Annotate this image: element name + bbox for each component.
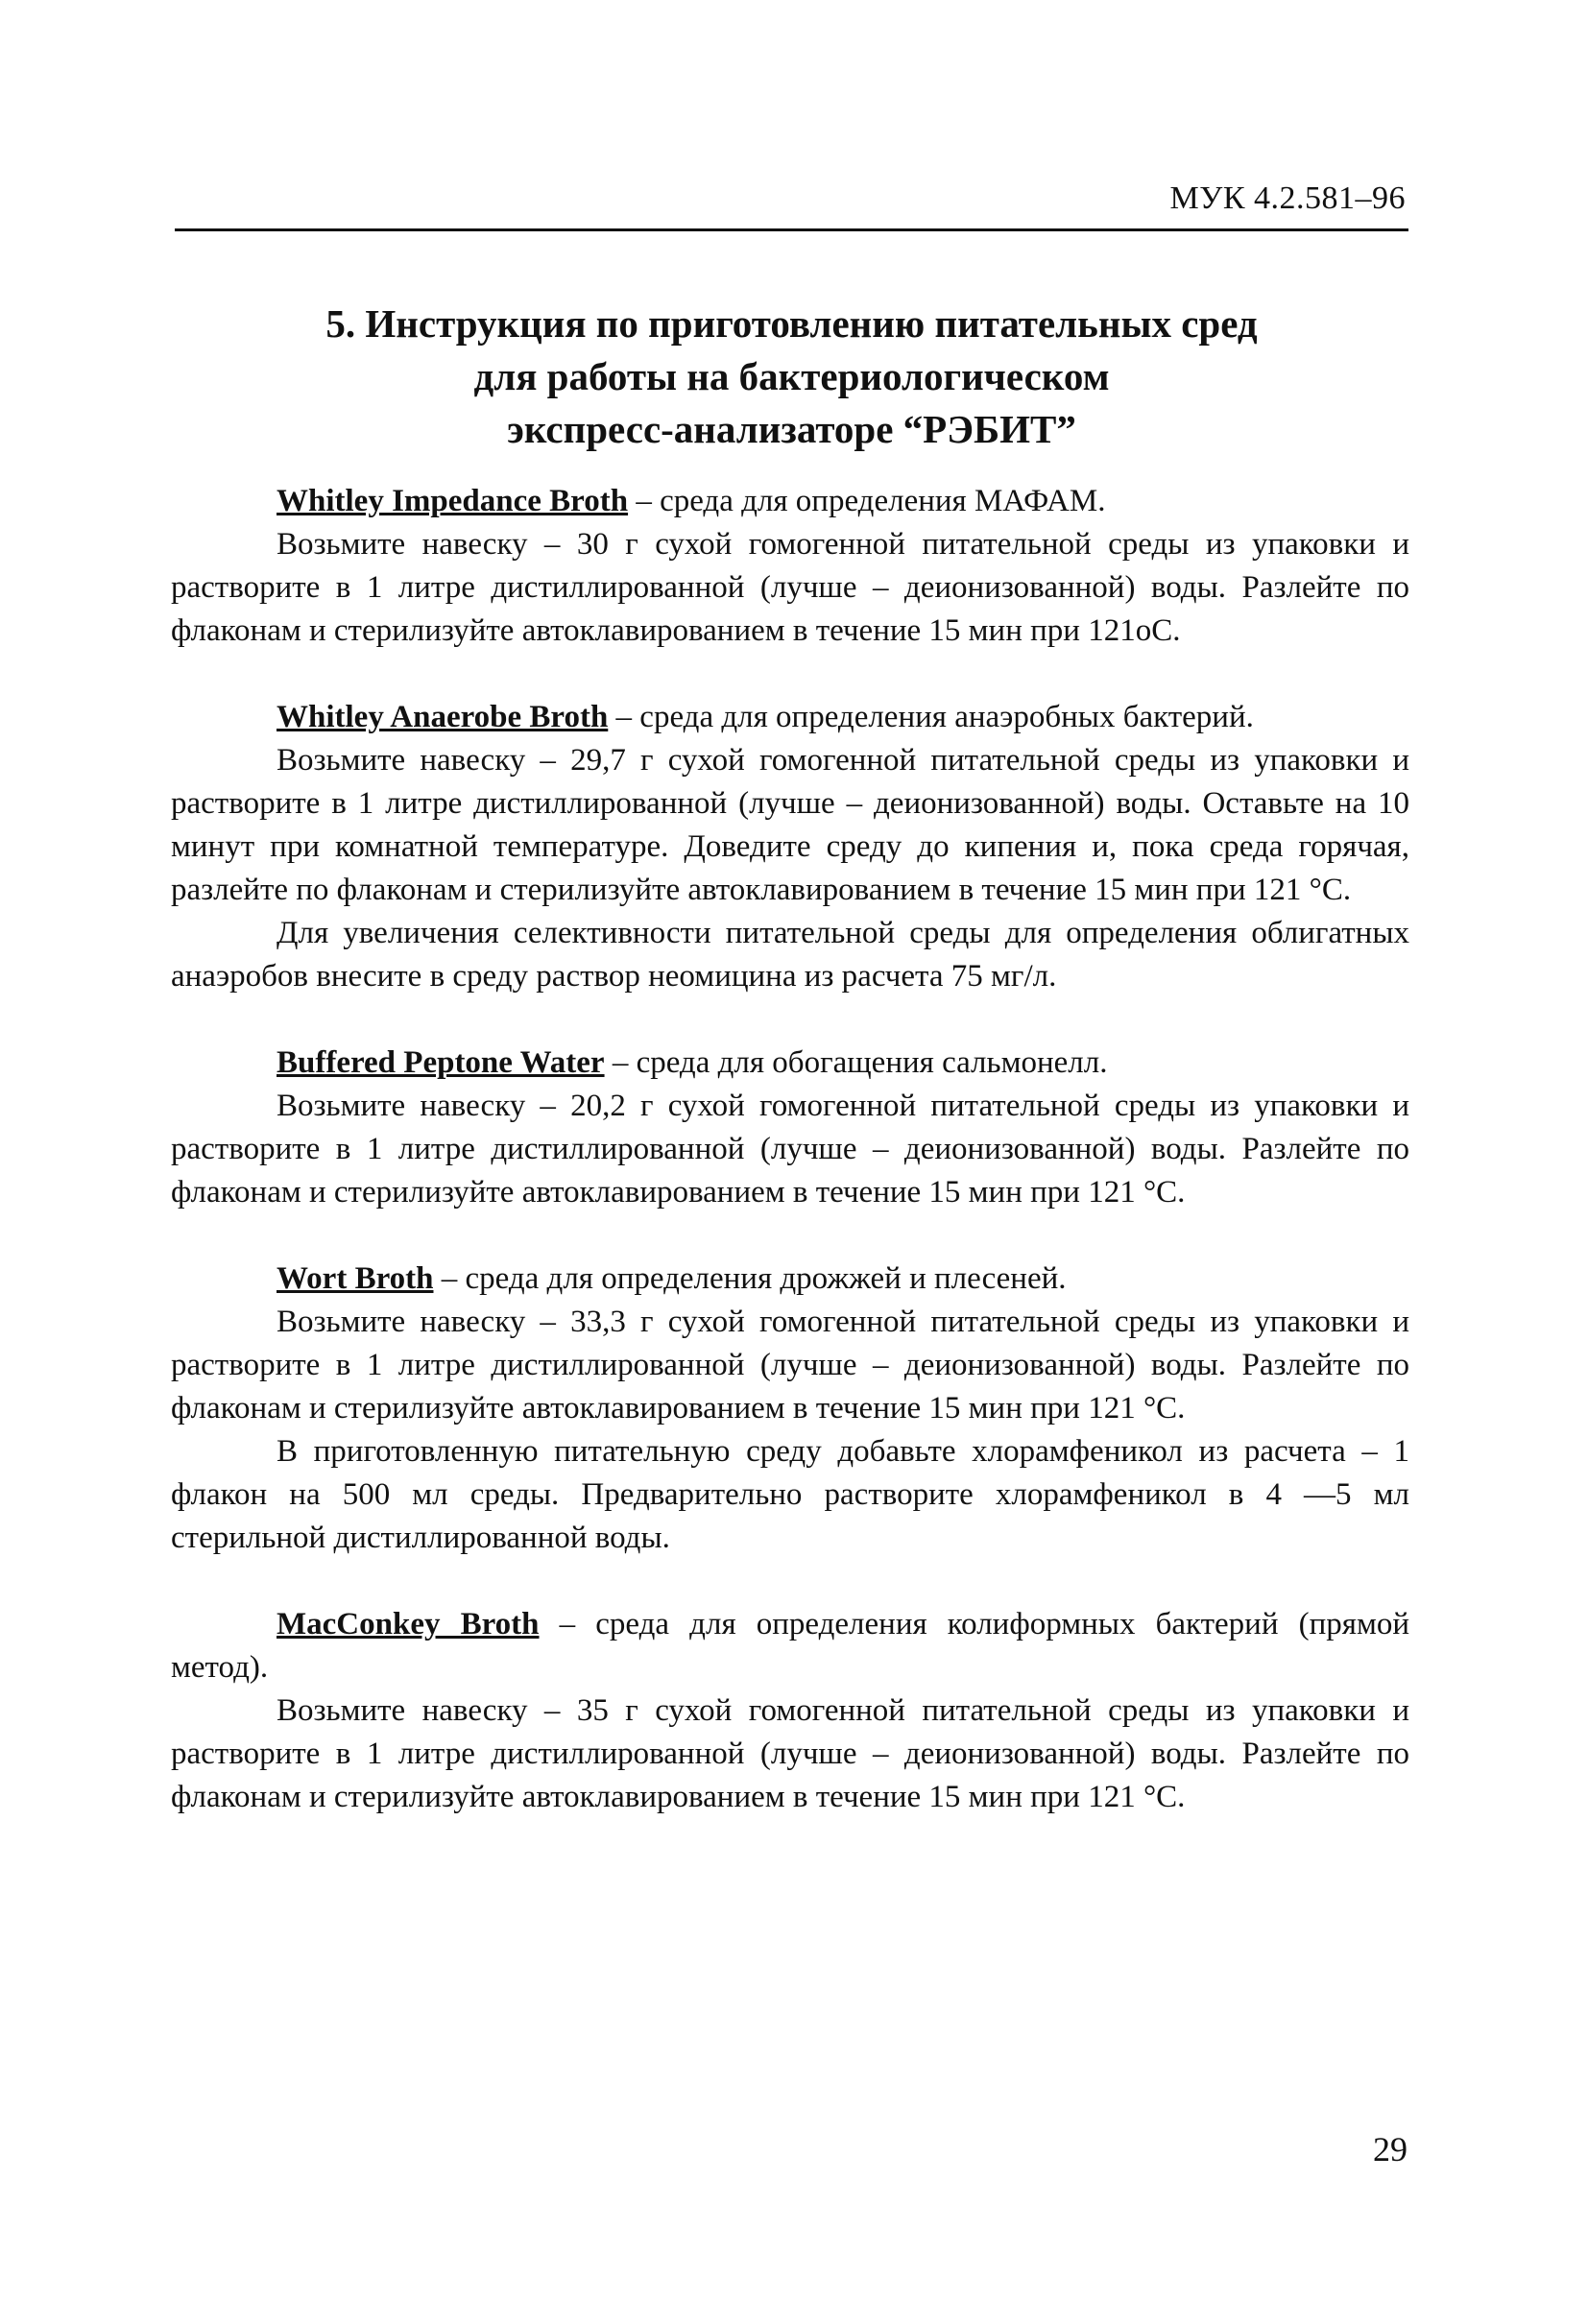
instruction-paragraph: Возьмите навеску – 20,2 г сухой гомогенной питательной среды из упаковки и растворите в 1 литре дистиллированной (лучше – деионизованной) воды. Разлейте по флаконам и стерилизуйте автоклавированием в течение 15 мин при 121 °С. (171, 1089, 1409, 1210)
page-number: 29 (1373, 2130, 1408, 2168)
media-purpose: – среда для определения анаэробных бактерий. (608, 700, 1254, 734)
media-name: Whitley Anaerobe Broth (277, 700, 609, 734)
media-name: Whitley Impedance Broth (277, 484, 629, 518)
instruction-paragraph: Возьмите навеску – 33,3 г сухой гомогенной питательной среды из упаковки и растворите в 1 литре дистиллированной (лучше – деионизованной) воды. Разлейте по флаконам и стерилизуйте автоклавированием в течение 15 мин при 121 °С. (171, 1305, 1409, 1426)
title-line-1: 5. Инструкция по приготовлению питательных сред (325, 301, 1258, 346)
media-section (171, 1042, 1409, 1214)
media-name: MacConkey Broth (277, 1607, 540, 1641)
instruction-paragraph: Возьмите навеску – 35 г сухой гомогенной питательной среды из упаковки и растворите в 1 литре дистиллированной (лучше – деионизованной) воды. Разлейте по флаконам и стерилизуйте автоклавированием в течение 15 мин при 121 °С. (171, 1693, 1409, 1814)
media-name: Buffered Peptone Water (277, 1045, 605, 1080)
media-heading (171, 696, 1409, 739)
media-name: Wort Broth (277, 1261, 434, 1296)
section-title (175, 298, 1408, 456)
instruction-paragraph: В приготовленную питательную среду добавьте хлорамфеникол из расчета – 1 флакон на 500 мл среды. Предварительно растворите хлорамфеникол в 4 —5 мл стерильной дистиллированной воды. (171, 1434, 1409, 1555)
media-purpose: – среда для обогащения сальмонелл. (604, 1045, 1108, 1080)
media-purpose: – среда для определения дрожжей и плесеней. (433, 1261, 1067, 1296)
media-heading (171, 1042, 1409, 1085)
document-code: МУК 4.2.581–96 (1169, 180, 1406, 216)
media-section (171, 1258, 1409, 1560)
media-heading (171, 1603, 1409, 1689)
media-section (171, 1603, 1409, 1819)
instruction-paragraph: Возьмите навеску – 29,7 г сухой гомогенной питательной среды из упаковки и растворите в 1 литре дистиллированной (лучше – деионизованной) воды. Оставьте на 10 минут при комнатной температуре. Доведите среду до кипения и, пока среда горячая, разлейте по флаконам и стерилизуйте автоклавированием в течение 15 мин при 121 °С. (171, 743, 1409, 907)
title-line-3: экспресс-анализаторе “РЭБИТ” (507, 407, 1076, 451)
media-section (171, 480, 1409, 653)
media-section (171, 696, 1409, 998)
media-heading (171, 1258, 1409, 1301)
media-heading (171, 480, 1409, 523)
header-divider (175, 228, 1408, 231)
document-body (171, 480, 1409, 1862)
instruction-paragraph: Возьмите навеску – 30 г сухой гомогенной питательной среды из упаковки и растворите в 1 литре дистиллированной (лучше – деионизованной) воды. Разлейте по флаконам и стерилизуйте автоклавированием в течение 15 мин при 121оС. (171, 527, 1409, 648)
media-purpose: – среда для определения колиформных бактерий (прямой метод). (171, 1607, 1409, 1685)
media-purpose: – среда для определения МАФАМ. (628, 484, 1106, 518)
instruction-paragraph: Для увеличения селективности питательной среды для определения облигатных анаэробов внесите в среду раствор неомицина из расчета 75 мг/л. (171, 916, 1409, 994)
title-line-2: для работы на бактериологическом (473, 354, 1110, 398)
